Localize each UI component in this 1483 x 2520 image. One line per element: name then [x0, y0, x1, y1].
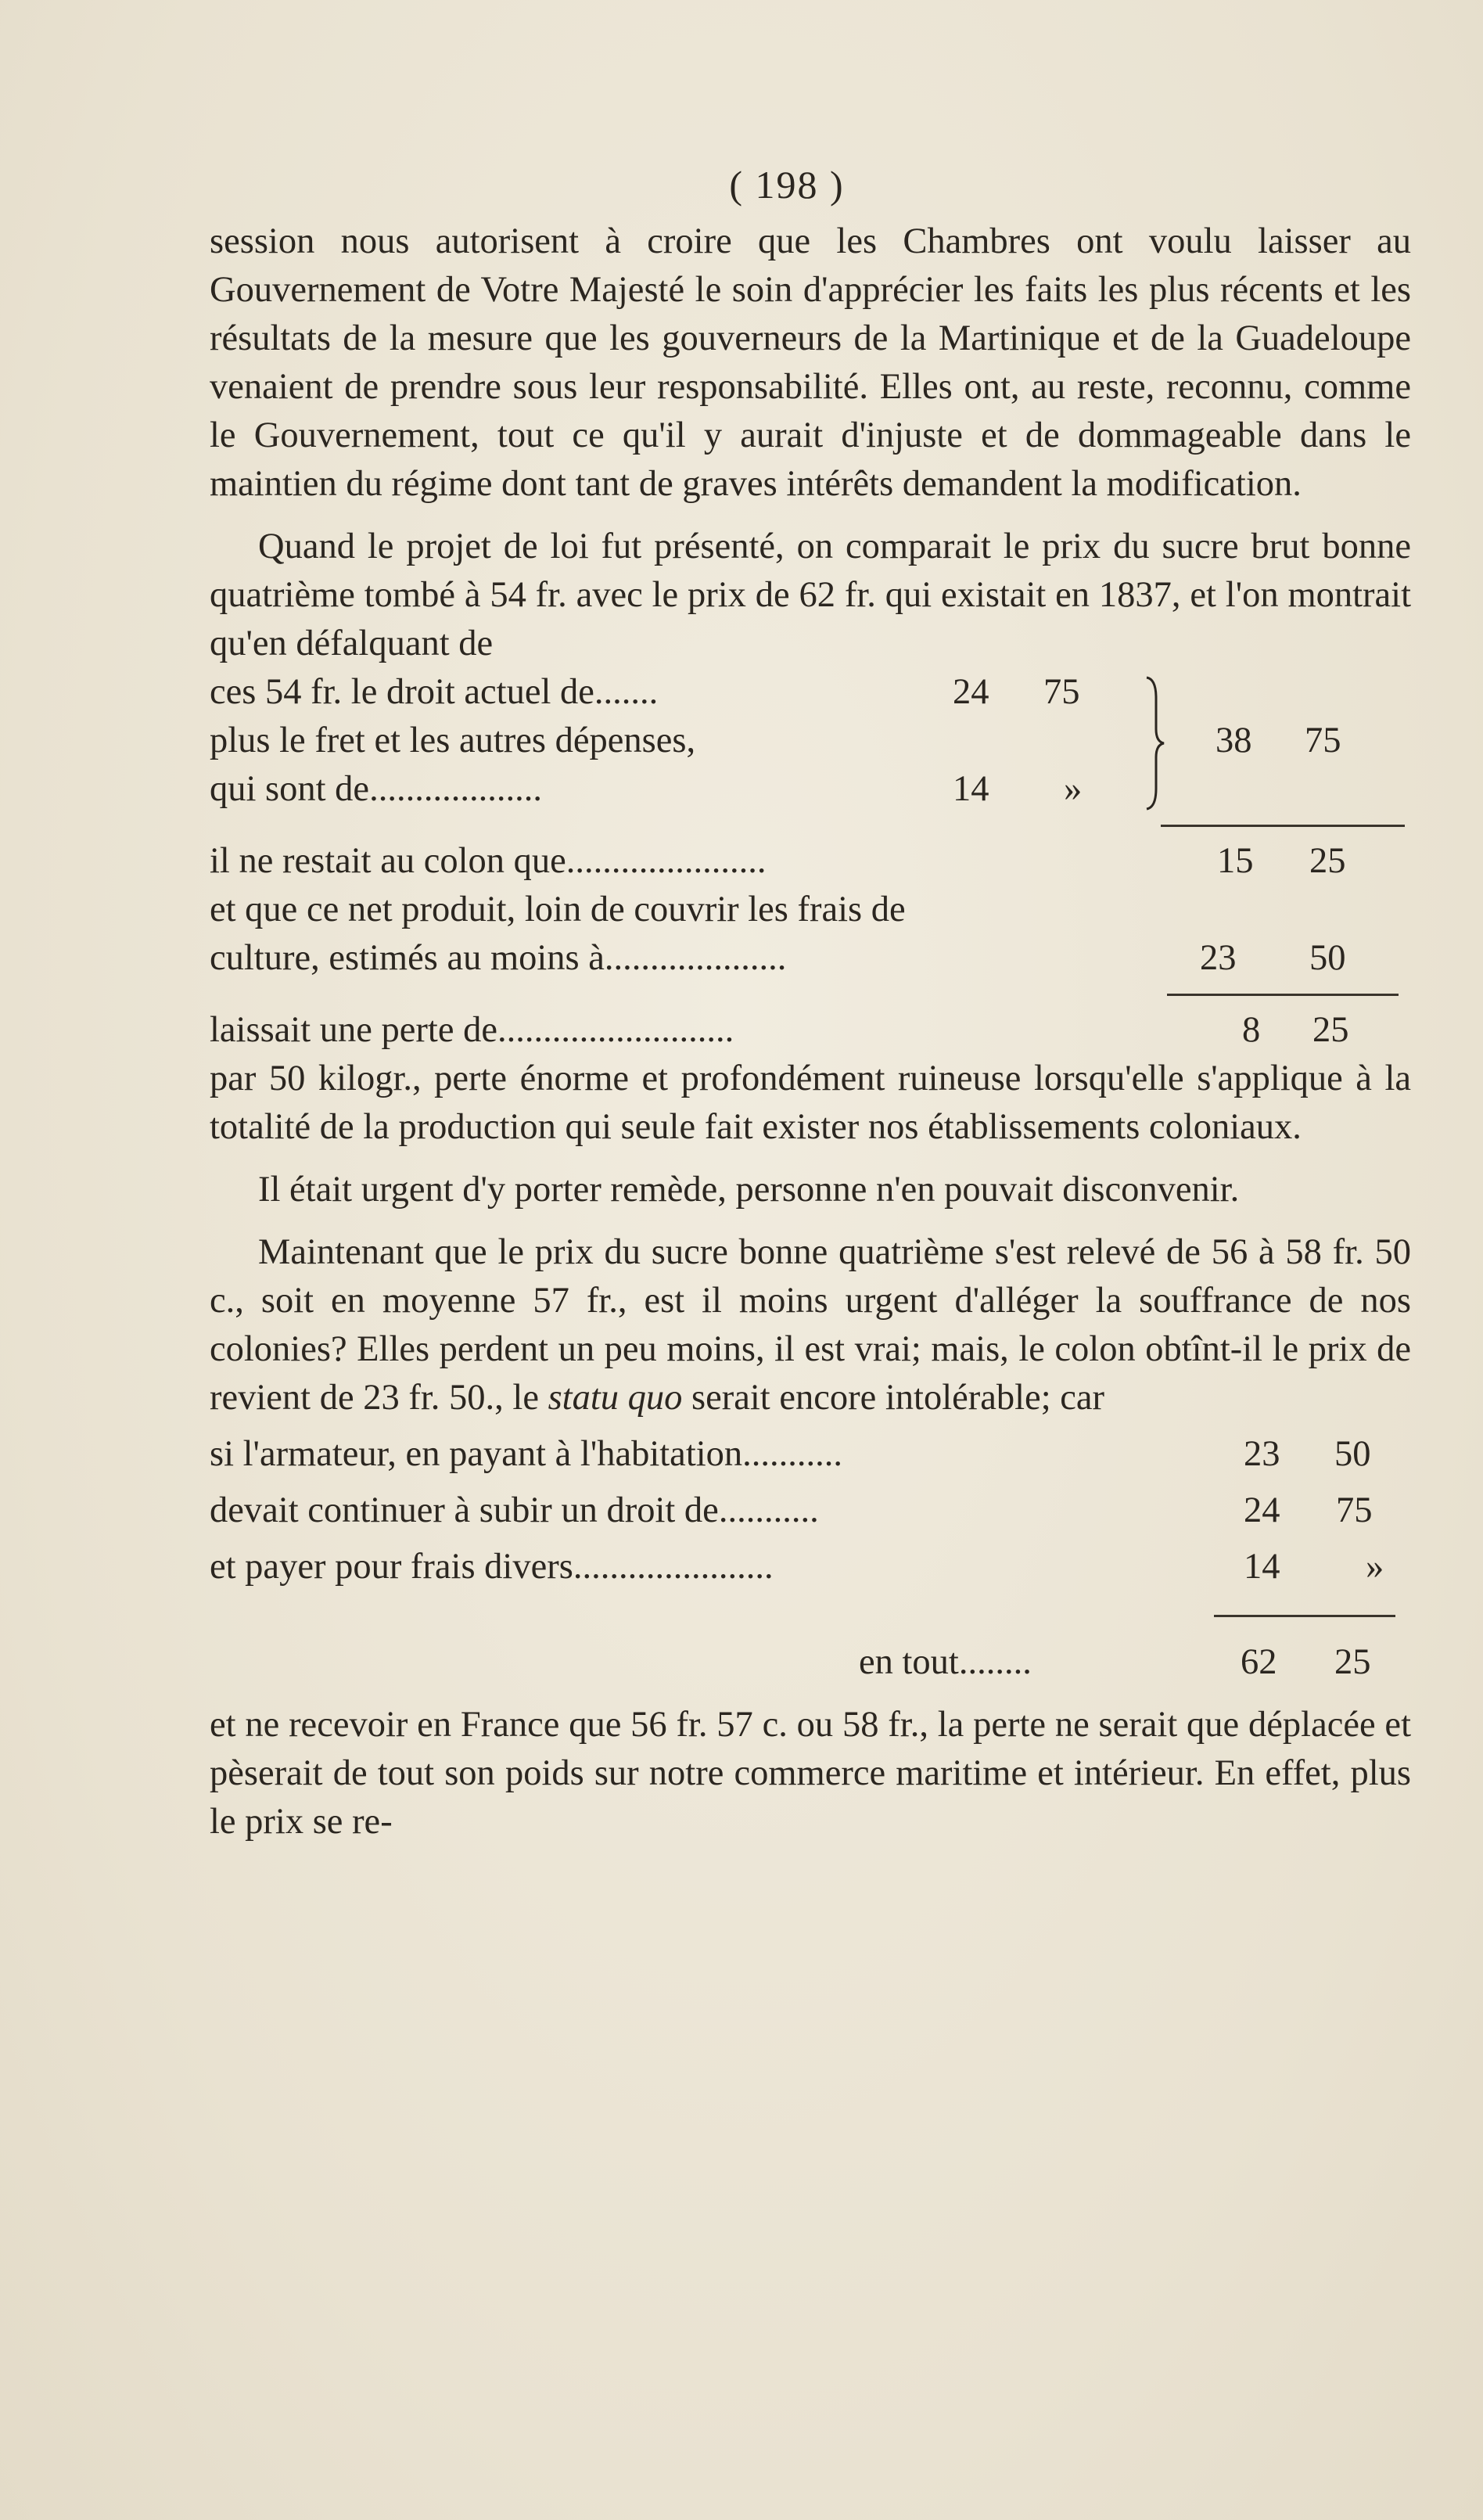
paragraph-4: Il était urgent d'y porter remède, personne n'en pouvait disconvenir. [258, 1170, 1240, 1210]
t2-row4-francs: 8 [1242, 1010, 1261, 1050]
t1-row1-label: ces 54 fr. le droit actuel de....... [210, 672, 659, 712]
paragraph-2: Quand le projet de loi fut présenté, on comparait le prix du sucre brut bonne quatrième tombé à 54 fr. avec le prix de 62 fr. qui existait en 1837, et l'on montrait qu'en défalquant de [210, 527, 1411, 663]
paragraph-5-text-b: serait encore intolérable; car [682, 1378, 1104, 1418]
paragraph-1: session nous autorisent à croire que les Chambres ont voulu laisser au Gouvernement de Votre Majesté le soin d'apprécier les faits les plus récents et les résultats de la mesure que les gouverneurs de la Martinique et de la Guadeloupe venaient de prendre sous leur responsabilité. Elles ont, au reste, reconnu, comme le Gouvernement, tout ce qu'il y aurait d'injuste et de dommageable dans le maintien du régime dont tant de graves intérêts demandent la modification. [210, 221, 1411, 504]
t2-row4 [210, 1006, 1411, 1055]
table-rule [210, 1576, 1411, 1638]
t3-total-centimes: 25 [1334, 1642, 1371, 1682]
t1-row3-francs: 14 [953, 769, 989, 809]
t1-row2-label: plus le fret et les autres dépenses, [210, 721, 696, 760]
t2-row1-francs: 15 [1217, 841, 1254, 881]
t2-row3-centimes: 50 [1309, 938, 1346, 978]
t3-row3-label: et payer pour frais divers...................... [210, 1547, 774, 1587]
calc-table-1 [210, 668, 1411, 814]
t1-row1-francs: 24 [953, 672, 989, 712]
t2-row4-centimes: 25 [1312, 1010, 1349, 1050]
t2-row1-centimes: 25 [1309, 841, 1346, 881]
paragraph-5-text-a: Maintenant que le prix du sucre bonne quatrième s'est relevé de 56 à 58 fr. 50 c., soit en moyenne 57 fr., est il moins urgent d'alléger la souffrance de nos colonies? Elles perdent un peu moins, il est vrai; mais, le colon obtînt-il le prix de revient de 23 fr. 50., le [210, 1232, 1411, 1418]
t1-row3-label: qui sont de................... [210, 769, 542, 809]
t1-sum-francs: 38 [1215, 721, 1252, 760]
brace [1140, 674, 1172, 812]
t2-row3-francs: 23 [1200, 938, 1237, 978]
t1-row1-centimes: 75 [1043, 672, 1080, 712]
paragraph-5 [210, 1228, 1411, 1422]
calc-table-3 [210, 1430, 1411, 1587]
page-content [210, 161, 1411, 1846]
t3-row2-francs: 24 [1244, 1490, 1280, 1530]
t3-row3-centimes: » [1366, 1547, 1384, 1587]
page-number: ( 198 ) [729, 163, 845, 207]
table-rule [210, 983, 1411, 1006]
t2-row1-label: il ne restait au colon que...................... [210, 841, 767, 881]
calc-table-2 [210, 837, 1411, 983]
t3-row3-francs: 14 [1244, 1547, 1280, 1587]
paragraph-3: par 50 kilogr., perte énorme et profondément ruineuse lorsqu'elle s'applique à la totalité de la production qui seule fait exister nos établissements coloniaux. [210, 1059, 1411, 1147]
t3-total-label: en tout........ [859, 1642, 1032, 1682]
t2-row2-label: et que ce net produit, loin de couvrir les frais de [210, 890, 906, 929]
table-rule [210, 814, 1411, 837]
t1-sum-centimes: 75 [1305, 721, 1341, 760]
t3-row1-centimes: 50 [1334, 1434, 1371, 1474]
paragraph-6: et ne recevoir en France que 56 fr. 57 c. ou 58 fr., la perte ne serait que déplacée et pèserait de tout son poids sur notre commerce maritime et intérieur. En effet, plus le prix se re- [210, 1705, 1411, 1842]
t3-total-francs: 62 [1241, 1642, 1277, 1682]
t3-row1-label: si l'armateur, en payant à l'habitation........... [210, 1434, 843, 1474]
t3-row2-centimes: 75 [1336, 1490, 1373, 1530]
t2-row4-label: laissait une perte de.......................... [210, 1010, 734, 1050]
t1-row3-centimes: » [1064, 769, 1083, 809]
t3-row1-francs: 23 [1244, 1434, 1280, 1474]
t2-row3-label: culture, estimés au moins à.................... [210, 938, 787, 978]
paragraph-5-italic: statu quo [548, 1378, 683, 1418]
t3-total [210, 1638, 1411, 1701]
t3-row2-label: devait continuer à subir un droit de........... [210, 1490, 819, 1530]
